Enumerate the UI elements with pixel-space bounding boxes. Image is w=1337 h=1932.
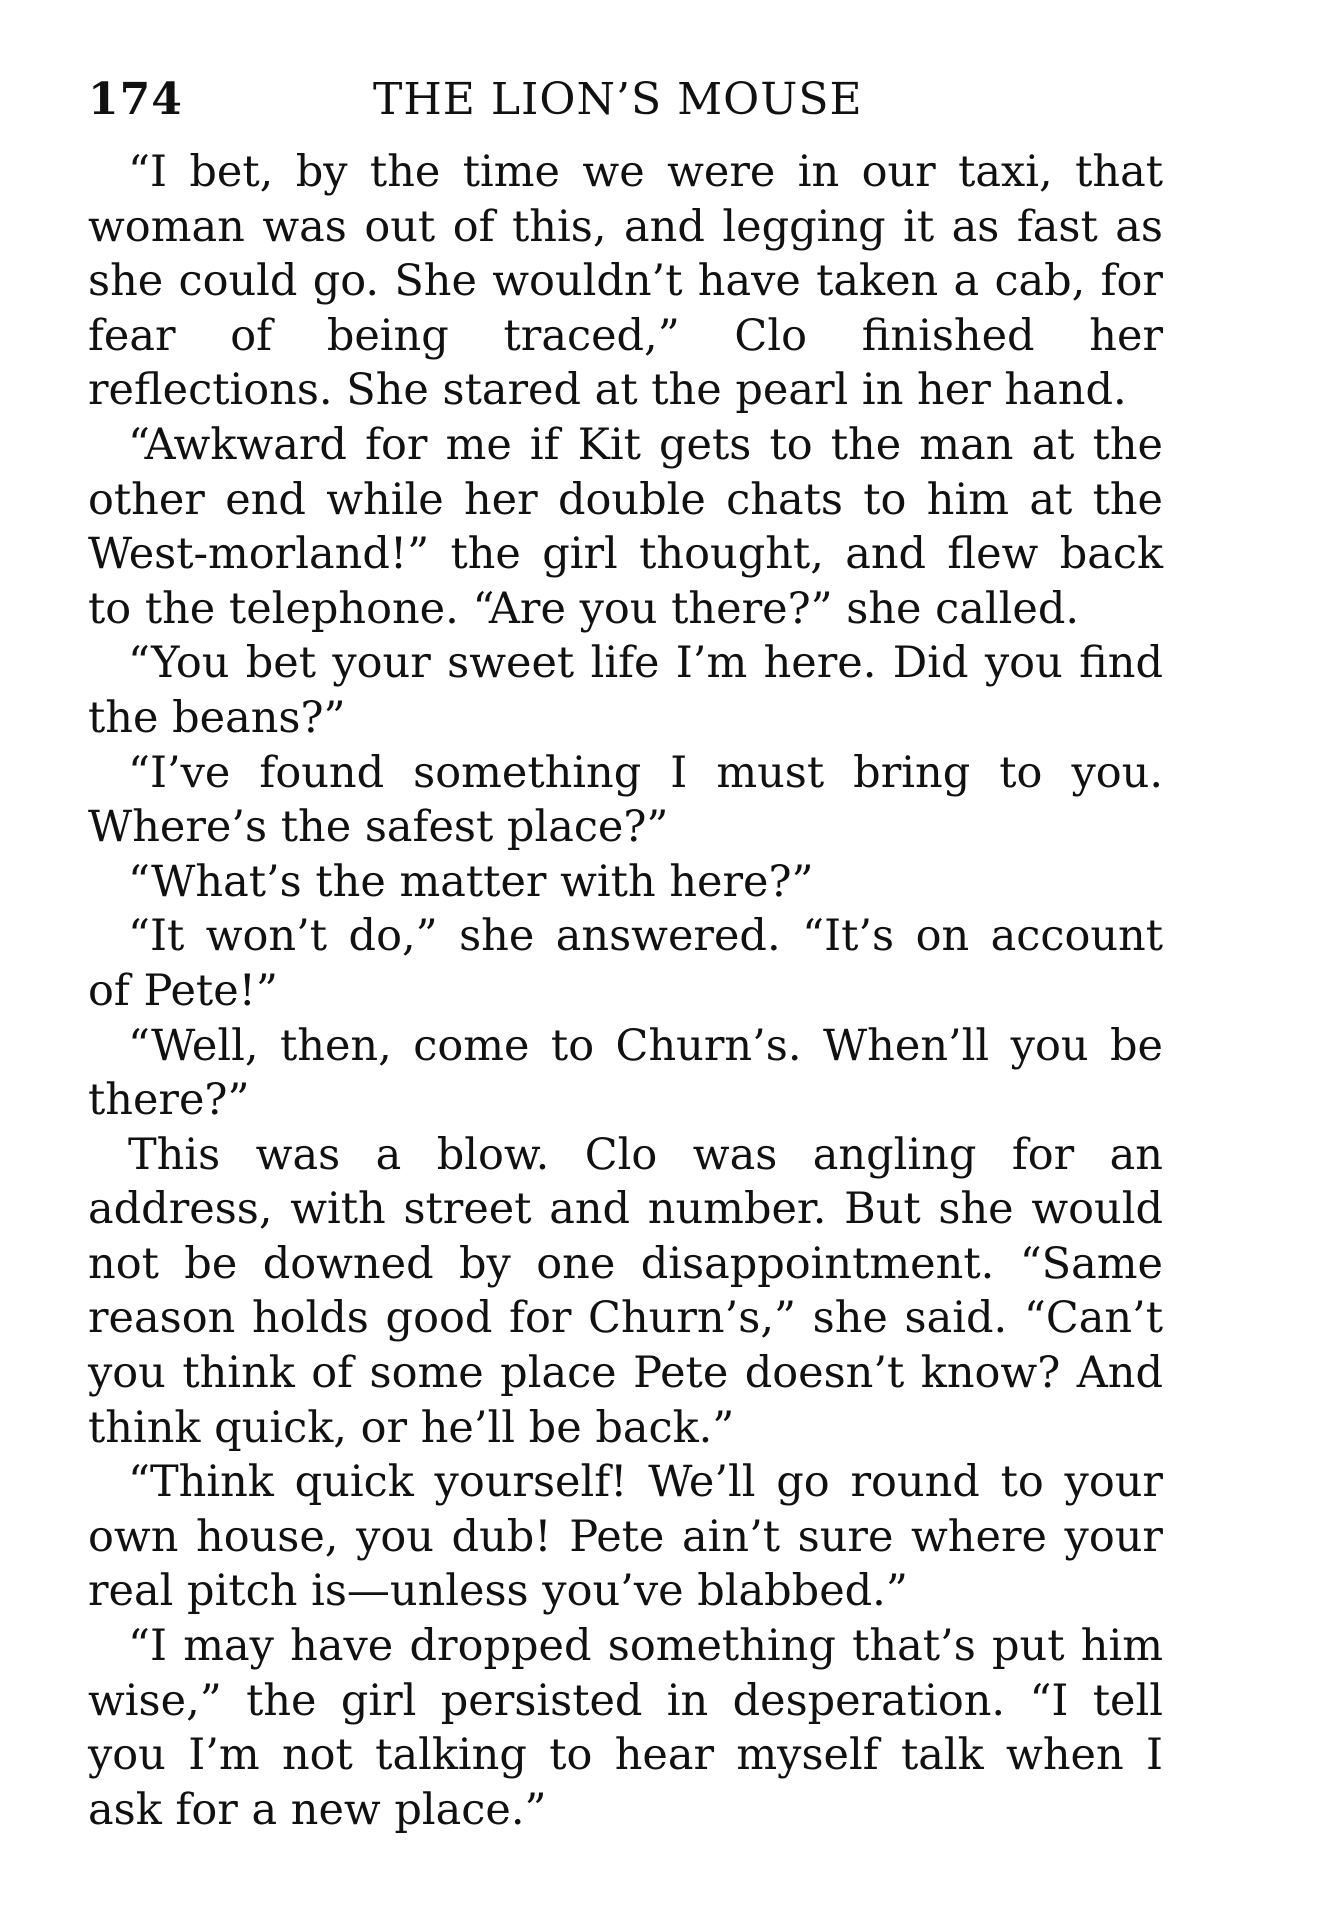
paragraph-9: “Think quick yourself! We’ll go round to your own house, you dub! Pete ain’t sure where your real pitch is—unless you’ve blabbed.” xyxy=(88,1457,1163,1617)
paragraph-1: “I bet, by the time we were in our taxi, that woman was out of this, and legging it as fast as she could go. She wouldn’t have taken a cab, for fear of being traced,” Clo finished her reflections. She stared at the pearl in her hand. xyxy=(88,147,1163,416)
paragraph-4: “I’ve found something I must bring to you. Where’s the safest place?” xyxy=(88,747,1163,853)
paragraph-5: “What’s the matter with here?” xyxy=(128,856,814,907)
running-head xyxy=(88,70,1168,130)
body-text xyxy=(88,145,1163,1837)
paragraph-3: “You bet your sweet life I’m here. Did you find the beans?” xyxy=(88,638,1163,743)
page-number: 174 xyxy=(88,74,183,125)
paragraph-7: “Well, then, come to Churn’s. When’ll you be there?” xyxy=(88,1020,1163,1126)
paragraph-8: This was a blow. Clo was angling for an address, with street and number. But she would not be downed by one disappointment. “Same reason holds good for Churn’s,” she said. “Can’t you think of some place Pete doesn’t know? And think quick, or he’ll be back.” xyxy=(88,1129,1163,1453)
paragraph-6: “It won’t do,” she answered. “It’s on account of Pete!” xyxy=(88,911,1163,1016)
paragraph-10: “I may have dropped something that’s put him wise,” the girl persisted in desperation. “I tell you I’m not talking to hear myself talk when I ask for a new place.” xyxy=(88,1621,1163,1835)
running-title: THE LION’S MOUSE xyxy=(373,74,863,125)
paragraph-2: “Awkward for me if Kit gets to the man at the other end while her double chats to him at the West-morland!” the girl thought, and flew back to the telephone. “Are you there?” she called. xyxy=(88,419,1163,634)
